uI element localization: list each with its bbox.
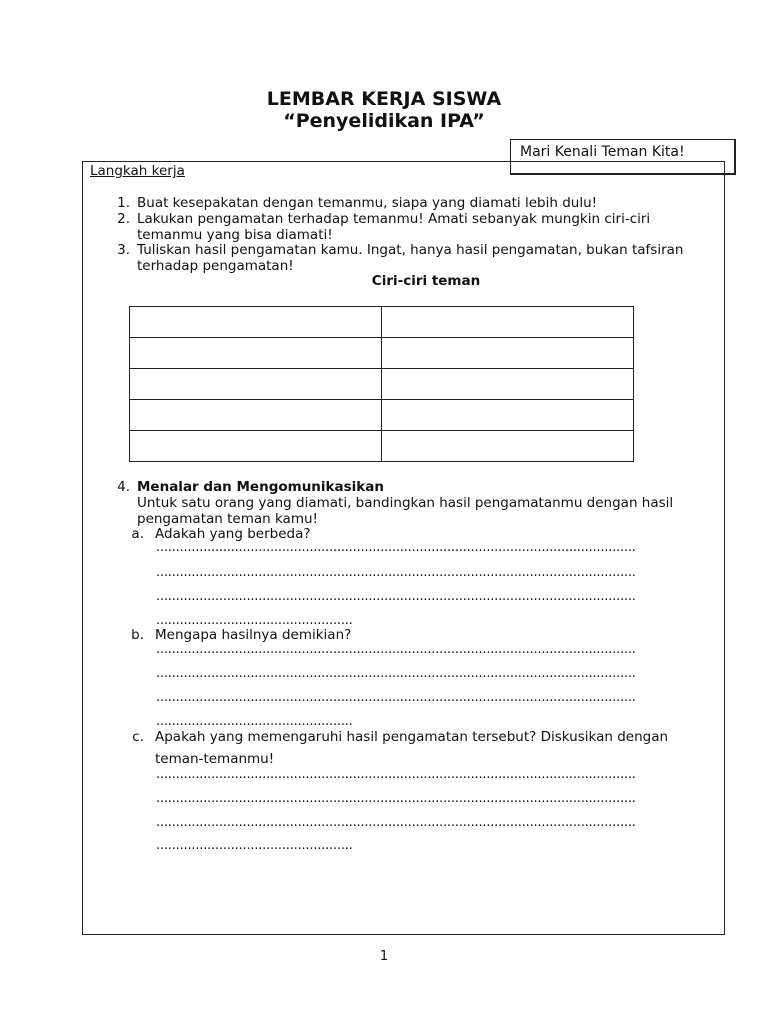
answer-line[interactable]: .......................................................................................................................... [156,540,636,555]
step-number: 3. [117,242,130,258]
answer-line[interactable]: .......................................................................................................................... [156,589,636,604]
page-number: 1 [379,949,389,964]
answer-line[interactable]: .................................................. [156,838,353,853]
table-cell[interactable] [130,400,382,431]
step4-title: Menalar dan Mengomunikasikan [137,479,384,495]
table-row [130,369,634,400]
answer-line[interactable]: .......................................................................................................................... [156,815,636,830]
step-text: temanmu yang bisa diamati! [137,227,333,243]
table-cell[interactable] [382,400,634,431]
step-number: 4. [117,479,130,495]
table-cell[interactable] [130,369,382,400]
table-cell[interactable] [382,307,634,338]
question-letter: c. [132,729,144,745]
answer-line[interactable]: .......................................................................................................................... [156,565,636,580]
worksheet-subtitle: “Penyelidikan IPA” [283,110,485,132]
step-number: 1. [117,195,130,211]
question-text: Adakah yang berbeda? [155,526,311,542]
answer-line[interactable]: .................................................. [156,714,353,729]
step-text: Tuliskan hasil pengamatan kamu. Ingat, hanya hasil pengamatan, bukan tafsiran [137,242,684,258]
worksheet-title: LEMBAR KERJA SISWA [266,88,502,110]
steps-heading: Langkah kerja [90,163,185,179]
step4-intro: Untuk satu orang yang diamati, bandingkan hasil pengamatanmu dengan hasil [137,495,674,511]
observation-table [129,306,634,462]
question-letter: a. [131,526,144,542]
step-text: terhadap pengamatan! [137,258,294,274]
answer-line[interactable]: .................................................. [156,613,353,628]
step-text: Buat kesepakatan dengan temanmu, siapa yang diamati lebih dulu! [137,195,598,211]
step-text: Lakukan pengamatan terhadap temanmu! Amati sebanyak mungkin ciri-ciri [137,211,651,227]
table-cell[interactable] [382,431,634,462]
table-cell[interactable] [382,369,634,400]
table-row [130,400,634,431]
table-row [130,338,634,369]
question-text: Mengapa hasilnya demikian? [155,627,352,643]
answer-line[interactable]: .......................................................................................................................... [156,666,636,681]
table-cell[interactable] [130,431,382,462]
question-letter: b. [131,627,144,643]
answer-line[interactable]: .......................................................................................................................... [156,690,636,705]
table-cell[interactable] [130,338,382,369]
table-cell[interactable] [130,307,382,338]
step-number: 2. [117,211,130,227]
question-text: Apakah yang memengaruhi hasil pengamatan tersebut? Diskusikan dengan [155,729,669,745]
answer-line[interactable]: .......................................................................................................................... [156,642,636,657]
table-row [130,307,634,338]
table-title: Ciri-ciri teman [371,273,481,289]
table-cell[interactable] [382,338,634,369]
activity-tag: Mari Kenali Teman Kita! [510,139,736,175]
answer-line[interactable]: .......................................................................................................................... [156,767,636,782]
step4-intro: pengamatan teman kamu! [137,511,318,527]
table-row [130,431,634,462]
answer-line[interactable]: .......................................................................................................................... [156,791,636,806]
question-text: teman-temanmu! [155,751,275,767]
